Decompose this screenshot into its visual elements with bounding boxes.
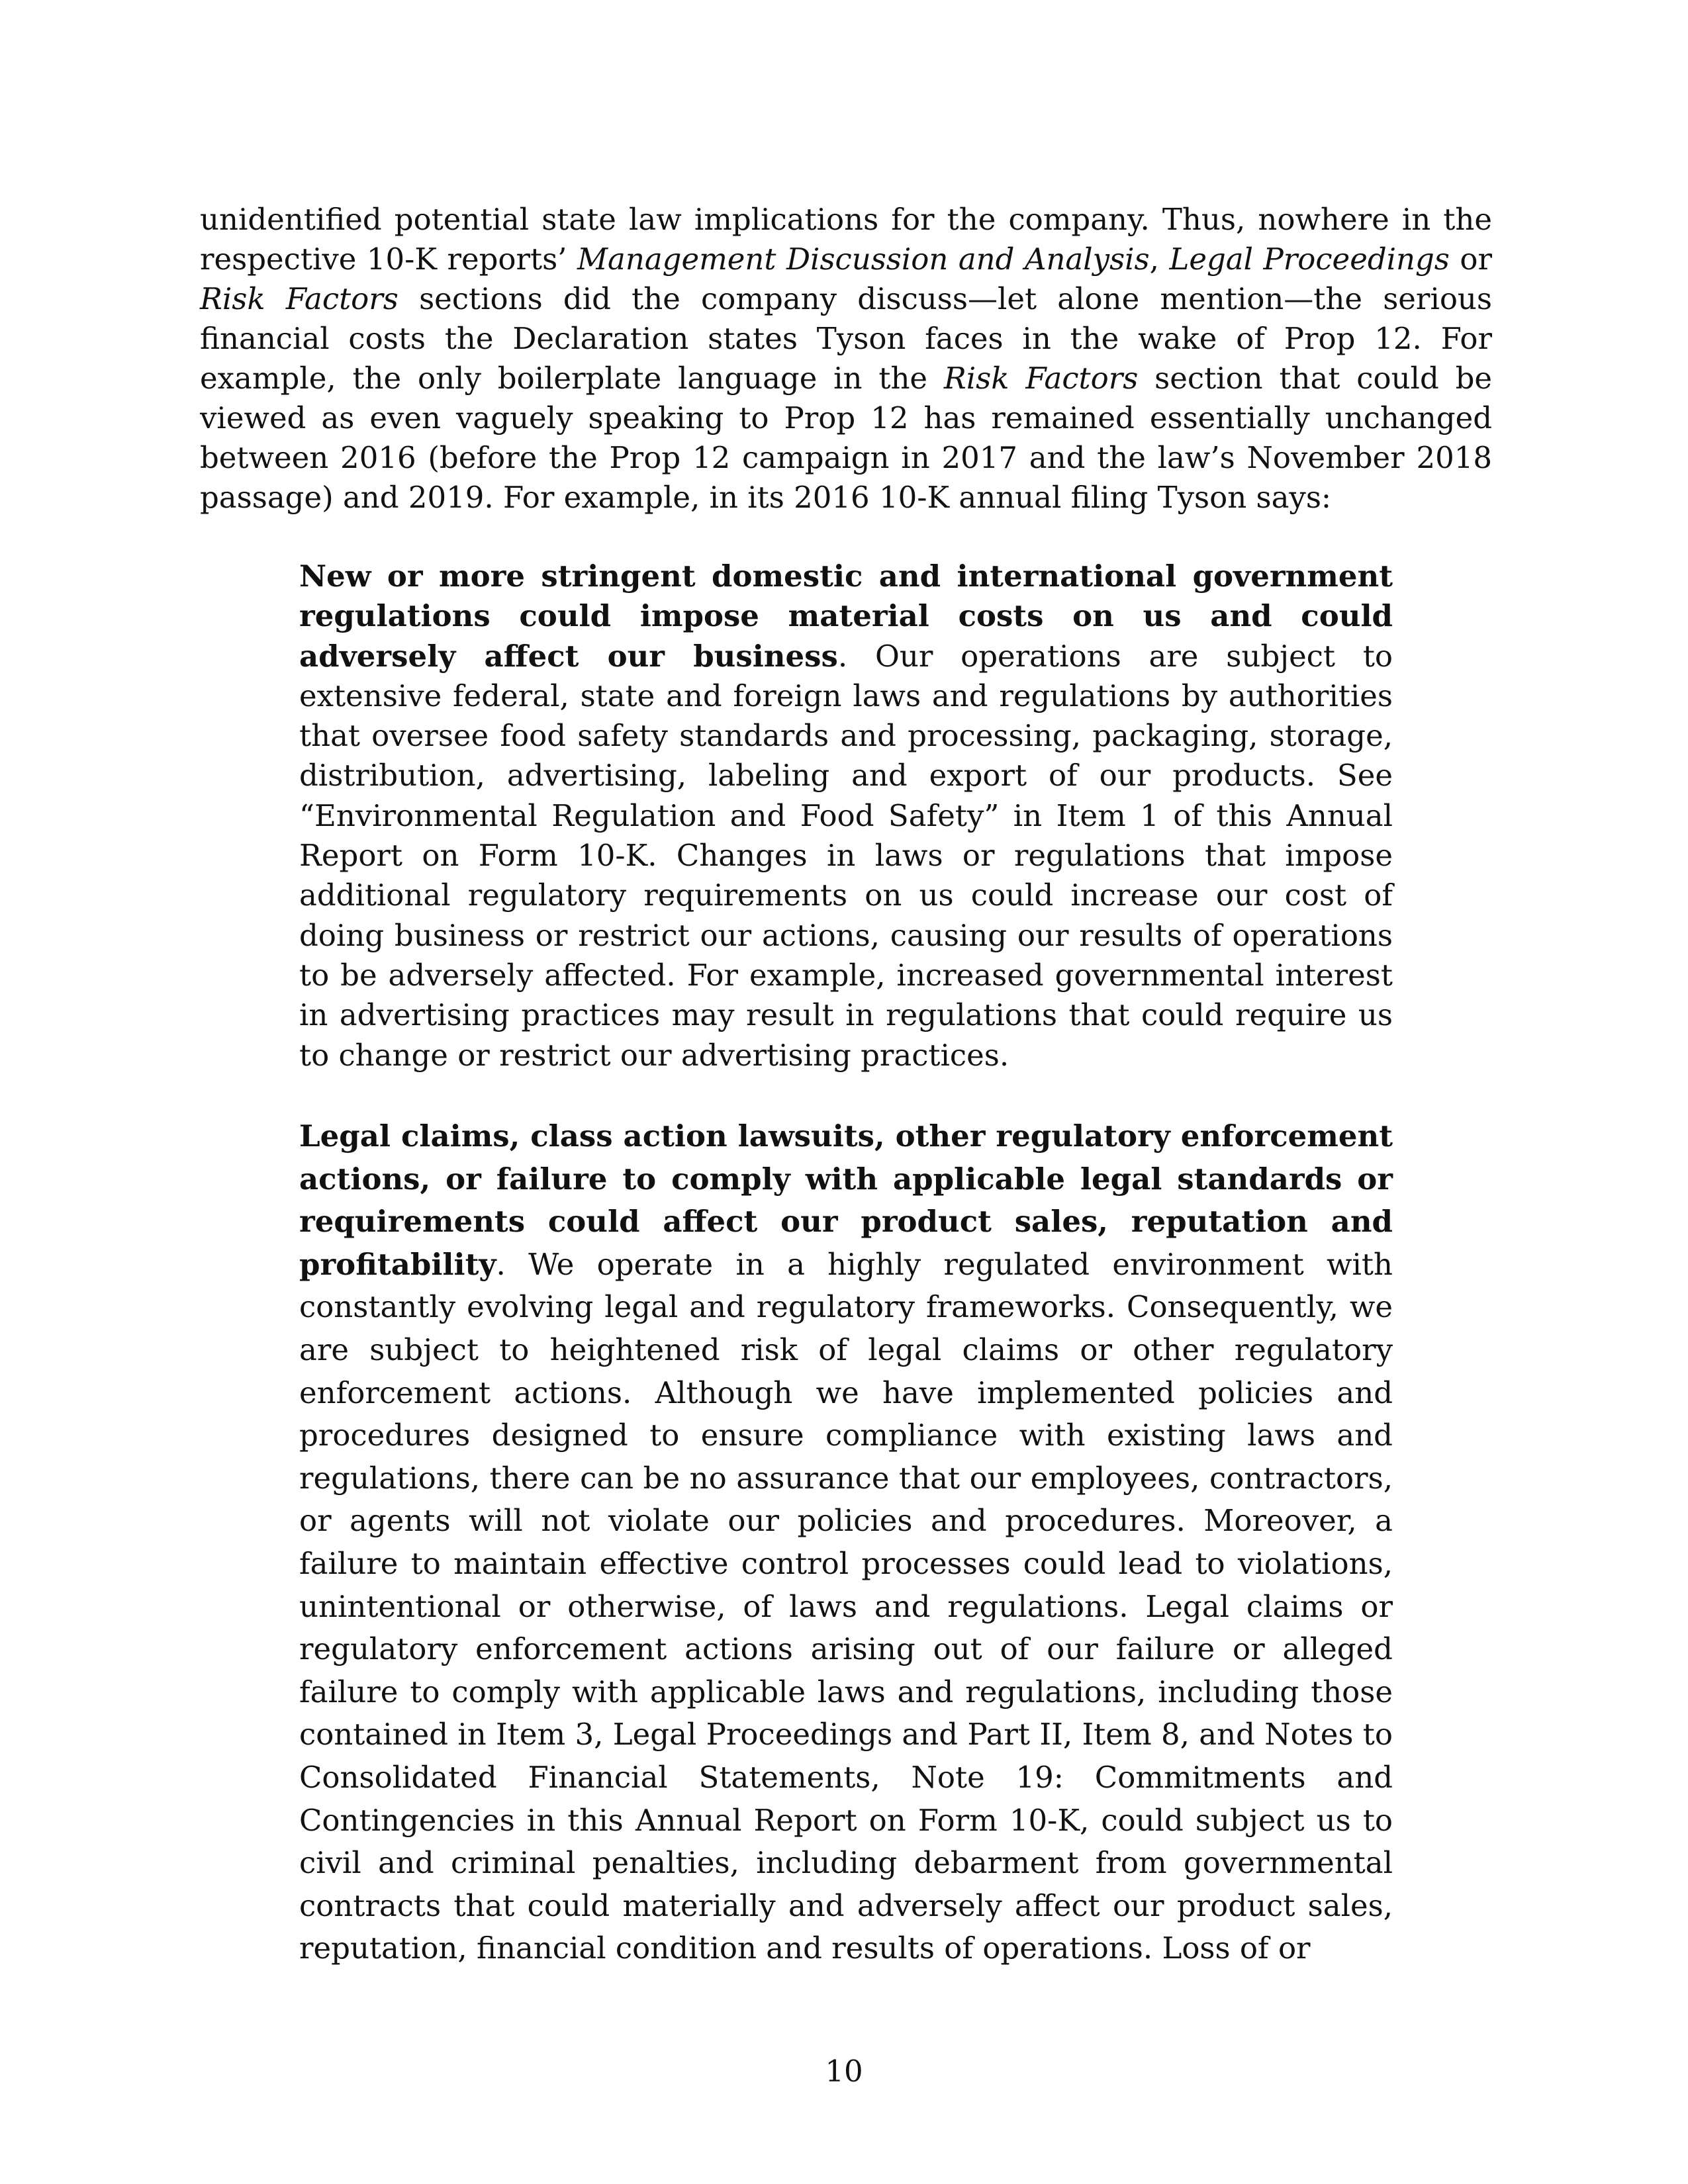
- intro-text-1: unidentified potential state law implications for the company. Thus, nowhere in the respective 10-K reports’: [200, 202, 1492, 277]
- quote-heading-legal-claims: Legal claims, class action lawsuits, other regulatory enforcement actions, or failure to comply with applicable legal standards or requirements could affect our product sales, reputation and profitability: [299, 1118, 1393, 1282]
- quote-body-legal-claims: . We operate in a highly regulated environment with constantly evolving legal and regulatory frameworks. Consequently, we are subject to heightened risk of legal claims or other regulatory enforcement actions. Although we have implemented policies and procedures designed to ensure compliance with existing laws and regulations, there can be no assurance that our employees, contractors, or agents will not violate our policies and procedures. Moreover, a failure to maintain effective control processes could lead to violations, unintentional or otherwise, of laws and regulations. Legal claims or regulatory enforcement actions arising out of our failure or alleged failure to comply with applicable laws and regulations, including those contained in Item 3, Legal Proceedings and Part II, Item 8, and Notes to Consolidated Financial Statements, Note 19: Commitments and Contingencies in this Annual Report on Form 10-K, could subject us to civil and criminal penalties, including debarment from governmental contracts that could materially and adversely affect our product sales, reputation, financial condition and results of operations. Loss of or: [299, 1246, 1393, 1966]
- risk-factors-title-2: Risk Factors: [943, 361, 1139, 396]
- mdna-title: Management Discussion and Analysis: [577, 242, 1150, 277]
- legal-proceedings-title: Legal Proceedings: [1169, 242, 1450, 277]
- quote-body-regulations: . Our operations are subject to extensive federal, state and foreign laws and regulations by authorities that oversee food safety standards and processing, packaging, storage, distribution, advertising, labeling and export of our products. See “Environmental Regulation and Food Safety” in Item 1 of this Annual Report on Form 10-K. Changes in laws or regulations that impose additional regulatory requirements on us could increase our cost of doing business or restrict our actions, causing our results of operations to be adversely affected. For example, increased governmental interest in advertising practices may result in regulations that could require us to change or restrict our advertising practices.: [299, 638, 1393, 1073]
- block-quote-legal-claims: [299, 1115, 1393, 1970]
- risk-factors-title: Risk Factors: [200, 281, 399, 316]
- intro-text-3: section that could be viewed as even vaguely speaking to Prop 12 has remained essentially unchanged between 2016 (before the Prop 12 campaign in 2017 and the law’s November 2018 passage) and 2019. For example, in its 2016 10-K annual filing Tyson says:: [200, 361, 1493, 515]
- block-quote-regulations: [299, 557, 1393, 1075]
- intro-separator: ,: [1149, 242, 1170, 277]
- quote-heading-regulations: New or more stringent domestic and international government regulations could impose material costs on us and could adversely affect our business: [299, 559, 1393, 674]
- page-number: 10: [825, 2054, 863, 2089]
- intro-text-2: sections did the company discuss—let alone mention—the serious financial costs the Declaration states Tyson faces in the wake of Prop 12. For example, the only boilerplate language in the: [200, 281, 1493, 396]
- intro-paragraph: [200, 200, 1492, 518]
- intro-or: or: [1449, 242, 1492, 277]
